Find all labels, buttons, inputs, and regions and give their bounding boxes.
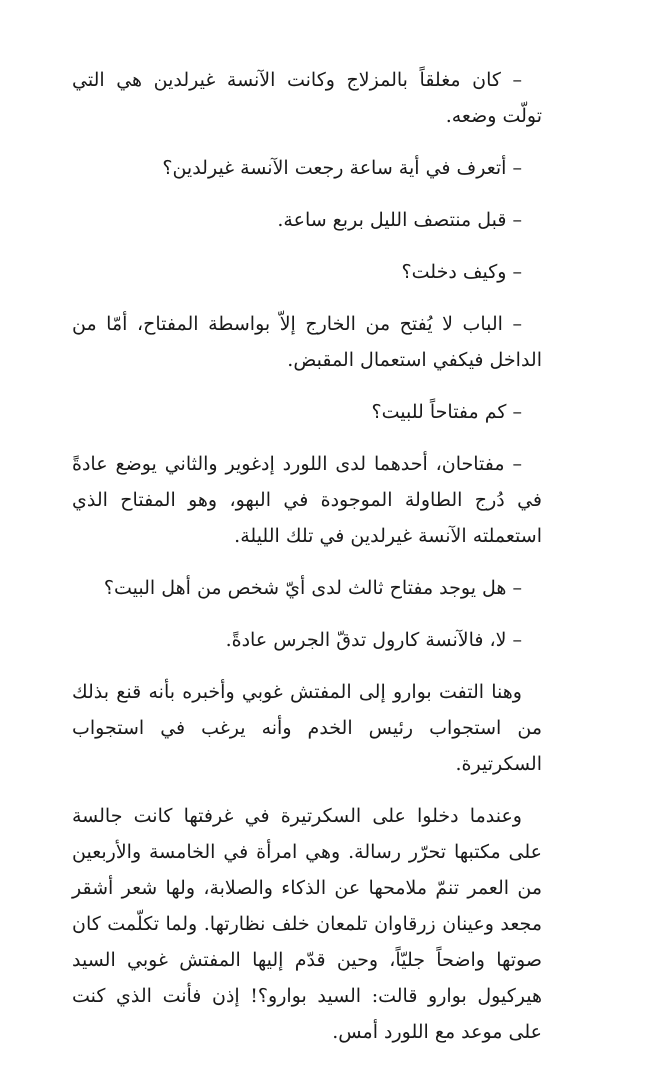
dialogue-line-entry-question: – وكيف دخلت؟: [401, 261, 522, 283]
book-page: [72, 62, 542, 1066]
dialogue-line-return-time-answer: – قبل منتصف الليل بربع ساعة.: [277, 209, 522, 231]
dialogue-line-keys-question: – كم مفتاحاً للبيت؟: [371, 401, 522, 423]
dialogue-line-door-answer: – الباب لا يُفتح من الخارج إلاّ بواسطة المفتاح، أمّا من الداخل فيكفي استعمال المقبض.: [72, 313, 542, 371]
narrative-paragraph-poirot: وهنا التفت بوارو إلى المفتش غوبي وأخبره بأنه قنع بذلك من استجواب رئيس الخدم وأنه يرغب في استجواب السكرتيرة.: [72, 681, 542, 775]
dialogue-line-third-key-answer: – لا، فالآنسة كارول تدقّ الجرس عادةً.: [225, 629, 522, 651]
dialogue-line-return-time-question: – أتعرف في أية ساعة رجعت الآنسة غيرلدين؟: [162, 157, 522, 179]
narrative-paragraph-secretary: وعندما دخلوا على السكرتيرة في غرفتها كانت جالسة على مكتبها تحرّر رسالة. وهي امرأة في الخامسة والأربعين من العمر تنمّ ملامحها عن الذكاء والصلابة، ولها شعر أشقر مجعد وعينان زرقاوان تلمعان خلف نظارتها. ولما تكلّمت كان صوتها واضحاً جليّاً، وحين قدّم إليها المفتش غوبي السيد هيركيول بوارو قالت: السيد بوارو؟! إذن فأنت الذي كنت على موعد مع اللورد أمس.: [72, 805, 542, 1043]
dialogue-line-third-key-question: – هل يوجد مفتاح ثالث لدى أيّ شخص من أهل البيت؟: [103, 577, 522, 599]
dialogue-line-bolt: – كان مغلقاً بالمزلاج وكانت الآنسة غيرلدين هي التي تولّت وضعه.: [72, 69, 542, 127]
dialogue-line-keys-answer: – مفتاحان، أحدهما لدى اللورد إدغوير والثاني يوضع عادةً في دُرج الطاولة الموجودة في البهو، وهو المفتاح الذي استعملته الآنسة غيرلدين في تلك الليلة.: [72, 453, 542, 547]
